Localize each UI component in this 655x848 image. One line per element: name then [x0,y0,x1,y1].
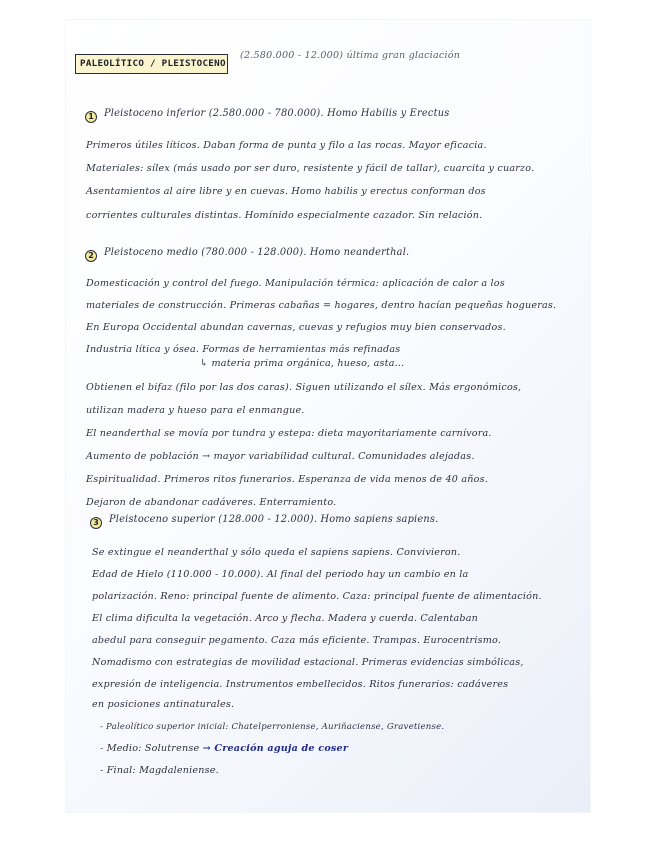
text-line: expresión de inteligencia. Instrumentos embellecidos. Ritos funerarios: cadáveres [92,679,509,690]
bullet-item [100,743,348,754]
section-number-badge: 1 [85,111,97,123]
text-line: en posiciones antinaturales. [92,699,235,710]
title-box [75,54,228,74]
title-text: PALEOLÍTICO / PLEISTOCENO [80,58,226,69]
text-line: Materiales: sílex (más usado por ser duro, resistente y fácil de tallar), cuarcita y cuarzo. [86,163,535,174]
text-line: Obtienen el bifaz (filo por las dos caras). Siguen utilizando el sílex. Más ergonómicos, [86,382,522,393]
bullet-highlight: → Creación aguja de coser [202,743,349,754]
section-number-badge: 2 [85,250,97,262]
bullet-text: - Medio: Solutrense [100,743,200,754]
text-line: El neanderthal se movía por tundra y estepa: dieta mayoritariamente carnívora. [86,428,492,439]
text-line: utilizan madera y hueso para el enmangue. [86,405,305,416]
text-line: Se extingue el neanderthal y sólo queda el sapiens sapiens. Convivieron. [92,547,461,558]
text-line: Dejaron de abandonar cadáveres. Enterramiento. [86,497,337,508]
text-line: En Europa Occidental abundan cavernas, cuevas y refugios muy bien conservados. [86,322,506,333]
section-heading: Pleistoceno inferior (2.580.000 - 780.000). Homo Habilis y Erectus [104,108,450,119]
text-line: ↳ materia prima orgánica, hueso, asta... [200,358,405,369]
text-line: materiales de construcción. Primeras cabañas = hogares, dentro hacían pequeñas hogueras. [86,300,557,311]
bullet-item: - Final: Magdaleniense. [100,765,219,776]
text-line: corrientes culturales distintas. Homínido especialmente cazador. Sin relación. [86,210,483,221]
title-subtitle: (2.580.000 - 12.000) última gran glaciación [240,50,461,61]
notebook-page [66,20,590,812]
section-number-badge: 3 [90,517,102,529]
text-line: El clima dificulta la vegetación. Arco y flecha. Madera y cuerda. Calentaban [92,613,479,624]
text-line: Nomadismo con estrategias de movilidad estacional. Primeras evidencias simbólicas, [92,657,524,668]
section-heading: Pleistoceno medio (780.000 - 128.000). Homo neanderthal. [104,247,410,258]
text-line: Asentamientos al aire libre y en cuevas. Homo habilis y erectus conforman dos [86,186,486,197]
section-heading: Pleistoceno superior (128.000 - 12.000). Homo sapiens sapiens. [109,514,439,525]
text-line: Aumento de población → mayor variabilidad cultural. Comunidades alejadas. [86,451,475,462]
text-line: Domesticación y control del fuego. Manipulación térmica: aplicación de calor a los [86,278,505,289]
text-line: polarización. Reno: principal fuente de alimento. Caza: principal fuente de alimentación. [92,591,542,602]
text-line: abedul para conseguir pegamento. Caza más eficiente. Trampas. Eurocentrismo. [92,635,502,646]
text-line: Industria lítica y ósea. Formas de herramientas más refinadas [86,344,401,355]
text-line: Espiritualidad. Primeros ritos funerarios. Esperanza de vida menos de 40 años. [86,474,489,485]
bullet-item: - Paleolítico superior inicial: Chatelperroniense, Auriñaciense, Gravetiense. [100,722,445,732]
text-line: Primeros útiles líticos. Daban forma de punta y filo a las rocas. Mayor eficacia. [86,140,487,151]
text-line: Edad de Hielo (110.000 - 10.000). Al final del periodo hay un cambio en la [92,569,469,580]
